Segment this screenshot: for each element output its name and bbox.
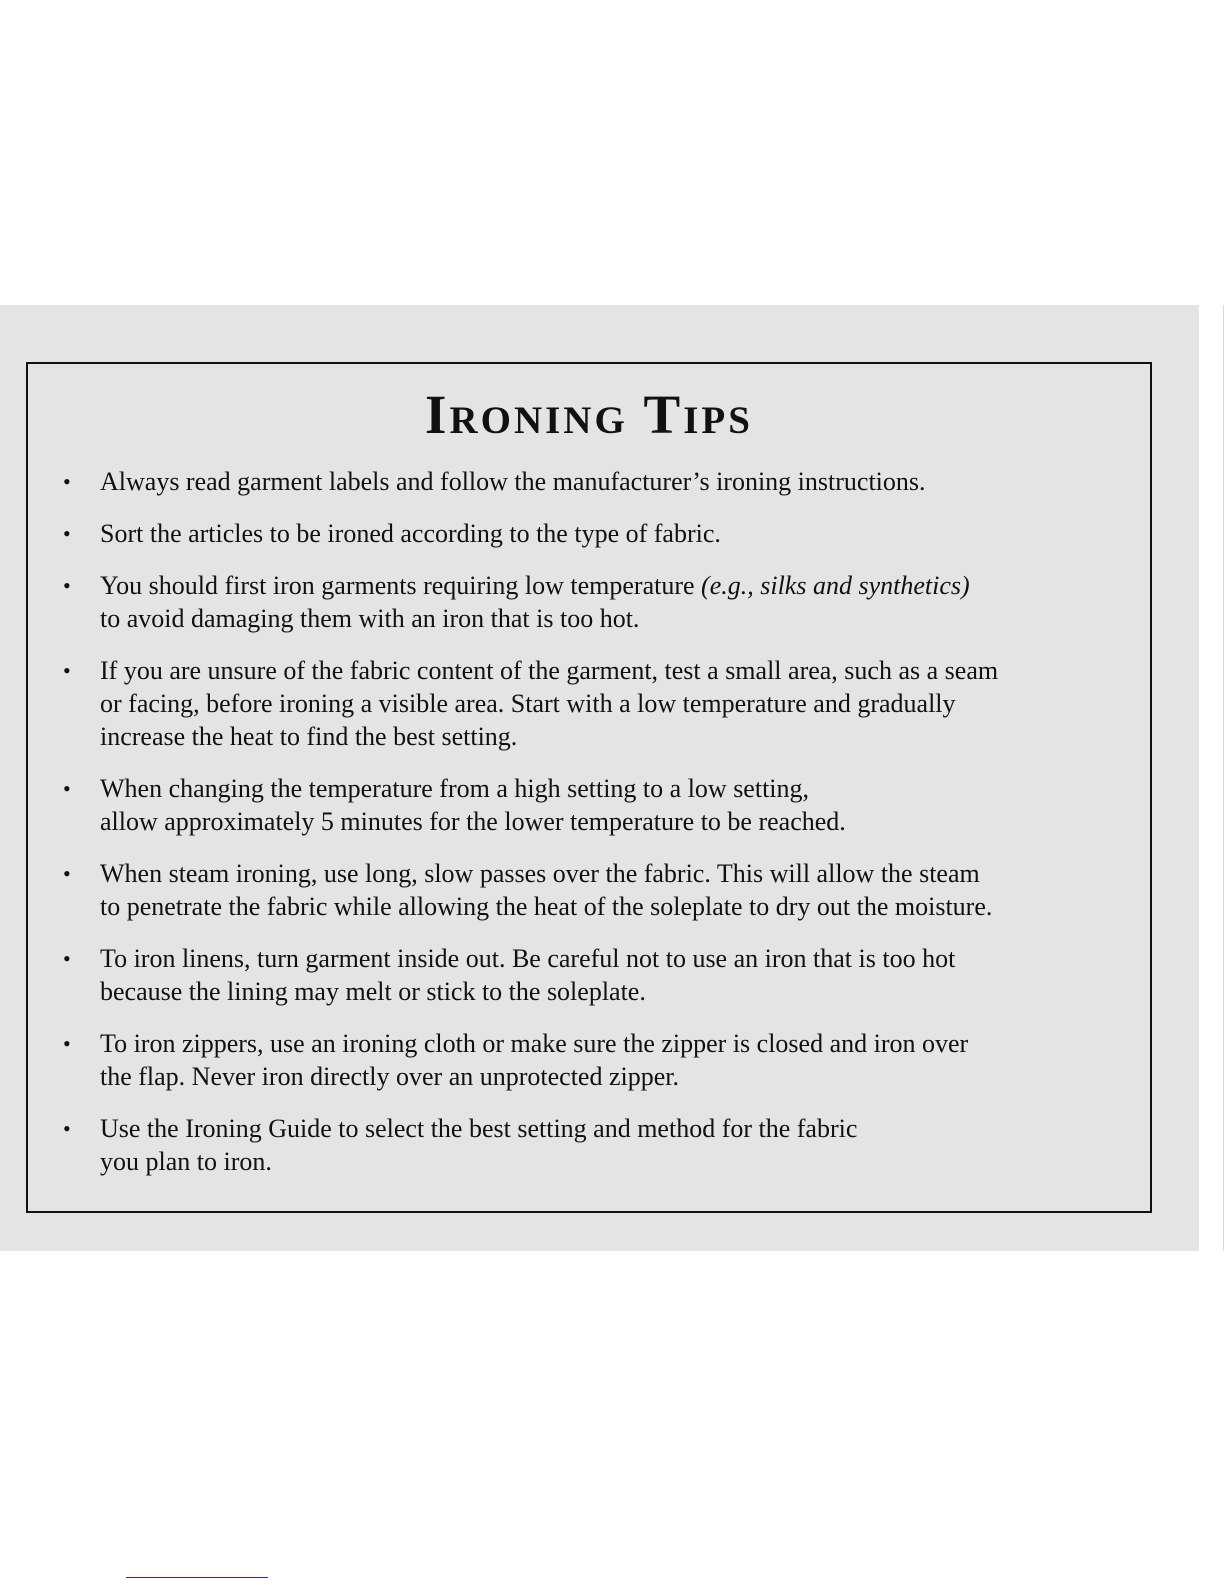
tip-line: Always read garment labels and follow the manufacturer’s ironing instructions. (100, 467, 926, 496)
tip-line: Use the Ironing Guide to select the best setting and method for the fabric (100, 1114, 858, 1143)
bullet-icon: • (63, 469, 71, 494)
bullet-icon: • (63, 946, 71, 971)
tip-line: To iron zippers, use an ironing cloth or make sure the zipper is closed and iron over (100, 1029, 969, 1058)
bullet-icon: • (63, 1031, 71, 1056)
ironing-tips-box (26, 362, 1152, 1213)
tip-line (100, 569, 1130, 602)
tip-line: When changing the temperature from a high setting to a low setting, (100, 774, 810, 803)
tip-changing-temperature (28, 772, 1150, 838)
tip-sort-articles (28, 517, 1150, 550)
bullet-icon: • (63, 776, 71, 801)
tip-line: because the lining may melt or stick to the soleplate. (100, 977, 646, 1006)
tip-line: To iron linens, turn garment inside out. Be careful not to use an iron that is too hot (100, 944, 956, 973)
tip-ironing-guide (28, 1112, 1150, 1178)
tip-read-labels (28, 465, 1150, 498)
tip-iron-zippers (28, 1027, 1150, 1093)
tip-line: or facing, before ironing a visible area. Start with a low temperature and gradually (100, 689, 956, 718)
tip-line-text: You should first iron garments requiring low temperature (100, 571, 695, 600)
page-title: Ironing Tips (425, 384, 753, 445)
bullet-icon: • (63, 658, 71, 683)
tip-line: the flap. Never iron directly over an unprotected zipper. (100, 1062, 679, 1091)
bullet-icon: • (63, 1116, 71, 1141)
page-edge-line (1223, 305, 1224, 1251)
tip-line: to penetrate the fabric while allowing the heat of the soleplate to dry out the moisture. (100, 892, 993, 921)
tip-line: you plan to iron. (100, 1147, 272, 1176)
tip-italic-example: (e.g., silks and synthetics) (701, 571, 970, 600)
tip-line: allow approximately 5 minutes for the lower temperature to be reached. (100, 807, 846, 836)
tip-iron-linens (28, 942, 1150, 1008)
tip-test-small-area (28, 654, 1150, 753)
tip-line: increase the heat to find the best setting. (100, 722, 518, 751)
tip-line: Sort the articles to be ironed according to the type of fabric. (100, 519, 721, 548)
footer-rule (126, 1577, 268, 1578)
tips-list (28, 465, 1150, 1197)
tip-line: to avoid damaging them with an iron that is too hot. (100, 604, 640, 633)
tip-low-temperature-first (28, 569, 1150, 635)
tip-steam-ironing (28, 857, 1150, 923)
bullet-icon: • (63, 861, 71, 886)
tip-line: If you are unsure of the fabric content of the garment, test a small area, such as a seam (100, 656, 999, 685)
tip-line: When steam ironing, use long, slow passes over the fabric. This will allow the steam (100, 859, 980, 888)
bullet-icon: • (63, 573, 71, 598)
bullet-icon: • (63, 521, 71, 546)
